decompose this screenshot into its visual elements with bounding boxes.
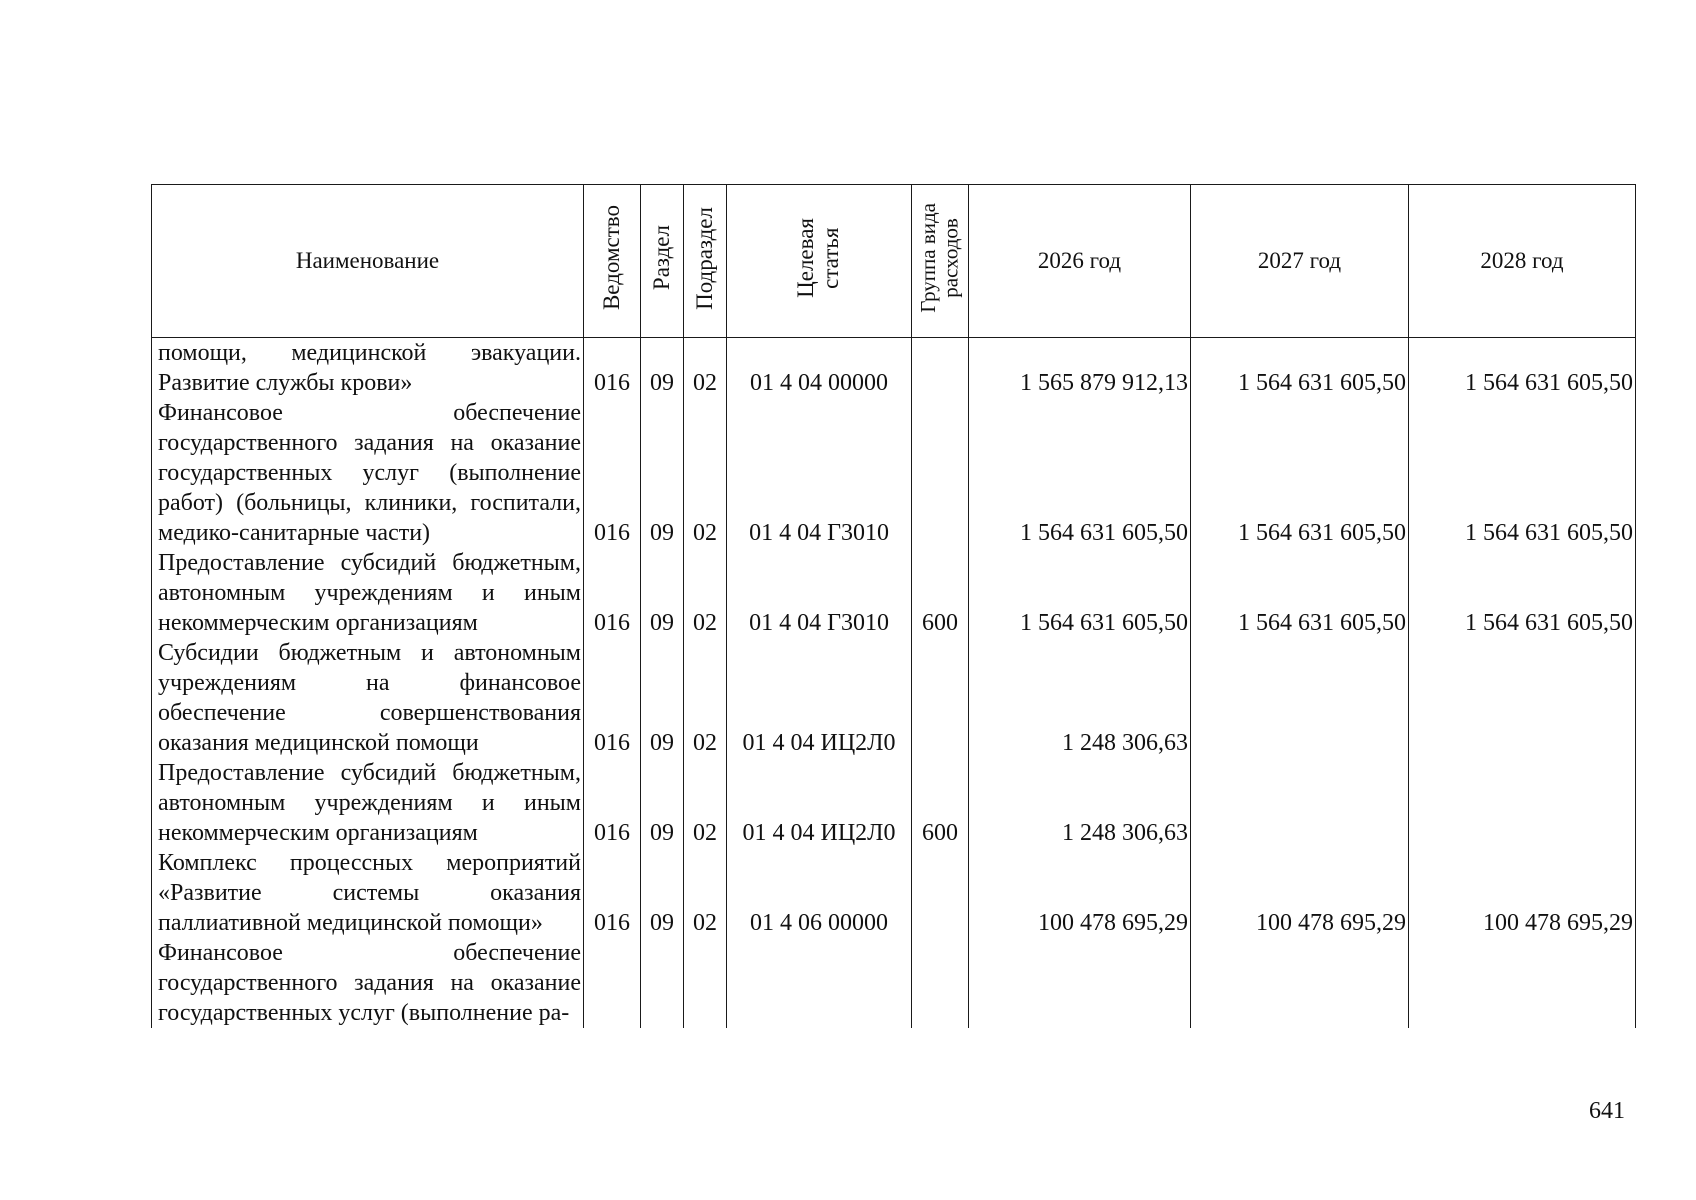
- row-2028: 1 564 631 605,50: [1409, 398, 1636, 548]
- row-name: Комплекс процессных мероприятий «Развитие системы оказания паллиативной медицинской помощи»: [152, 848, 584, 938]
- row-name: помощи, медицинской эвакуации. Развитие службы крови»: [152, 338, 584, 399]
- row-2027: [1191, 758, 1409, 848]
- col-header-section-label: Раздел: [648, 225, 674, 291]
- row-dept: 016: [584, 548, 641, 638]
- row-2027: 1 564 631 605,50: [1191, 398, 1409, 548]
- row-section: 09: [641, 638, 684, 758]
- col-header-exp-group: [912, 185, 969, 338]
- row-exp-group: 600: [912, 758, 969, 848]
- row-subsection: 02: [684, 638, 727, 758]
- row-exp-group: 600: [912, 548, 969, 638]
- row-dept: 016: [584, 398, 641, 548]
- row-2026: 1 248 306,63: [969, 638, 1191, 758]
- col-header-2028: 2028 год: [1409, 185, 1636, 338]
- col-header-2026: 2026 год: [969, 185, 1191, 338]
- row-target: 01 4 06 00000: [727, 848, 912, 938]
- row-target: 01 4 04 ИЦ2Л0: [727, 758, 912, 848]
- row-2027: [1191, 938, 1409, 1028]
- row-subsection: 02: [684, 548, 727, 638]
- row-2028: [1409, 938, 1636, 1028]
- table-row: [152, 398, 1636, 548]
- row-target: 01 4 04 Г3010: [727, 548, 912, 638]
- row-target: 01 4 04 00000: [727, 338, 912, 399]
- row-target: [727, 938, 912, 1028]
- table-body: [152, 338, 1636, 1029]
- row-subsection: 02: [684, 338, 727, 399]
- row-2026: 1 565 879 912,13: [969, 338, 1191, 399]
- row-subsection: 02: [684, 398, 727, 548]
- col-header-name: Наименование: [152, 185, 584, 338]
- table-row: [152, 548, 1636, 638]
- table-row: [152, 638, 1636, 758]
- row-section: [641, 938, 684, 1028]
- row-dept: 016: [584, 848, 641, 938]
- row-exp-group: [912, 638, 969, 758]
- row-section: 09: [641, 758, 684, 848]
- row-section: 09: [641, 848, 684, 938]
- row-2026: [969, 938, 1191, 1028]
- row-exp-group: [912, 938, 969, 1028]
- table-row: [152, 938, 1636, 1028]
- row-2026: 1 564 631 605,50: [969, 398, 1191, 548]
- table-row: [152, 848, 1636, 938]
- col-header-subsection-label: Подраздел: [691, 206, 717, 310]
- row-dept: [584, 938, 641, 1028]
- row-subsection: 02: [684, 758, 727, 848]
- col-header-2027: 2027 год: [1191, 185, 1409, 338]
- table-header: [152, 185, 1636, 338]
- row-name: Субсидии бюджетным и автономным учреждениям на финансовое обеспечение совершенствования оказания медицинской помощи: [152, 638, 584, 758]
- row-target: 01 4 04 ИЦ2Л0: [727, 638, 912, 758]
- row-2027: 1 564 631 605,50: [1191, 548, 1409, 638]
- row-subsection: [684, 938, 727, 1028]
- table-row: [152, 338, 1636, 399]
- col-header-subsection: [684, 185, 727, 338]
- row-2026: 100 478 695,29: [969, 848, 1191, 938]
- row-target: 01 4 04 Г3010: [727, 398, 912, 548]
- row-dept: 016: [584, 758, 641, 848]
- budget-table: [151, 184, 1636, 1028]
- row-name: Финансовое обеспечение государственного задания на оказание государственных услуг (выполнение ра-: [152, 938, 584, 1028]
- row-2028: 100 478 695,29: [1409, 848, 1636, 938]
- col-header-dept-label: Ведомство: [598, 205, 624, 311]
- row-name: Предоставление субсидий бюджетным, автономным учреждениям и иным некоммерческим организациям: [152, 758, 584, 848]
- row-section: 09: [641, 338, 684, 399]
- row-section: 09: [641, 398, 684, 548]
- col-header-exp-group-label: Группа вида расходов: [916, 203, 963, 313]
- row-exp-group: [912, 848, 969, 938]
- row-2028: 1 564 631 605,50: [1409, 338, 1636, 399]
- row-2027: [1191, 638, 1409, 758]
- row-section: 09: [641, 548, 684, 638]
- page-number: 641: [1589, 1098, 1625, 1124]
- col-header-target-label: Целевая статья: [793, 218, 843, 298]
- row-exp-group: [912, 398, 969, 548]
- col-header-dept: [584, 185, 641, 338]
- row-2026: 1 564 631 605,50: [969, 548, 1191, 638]
- row-2027: 100 478 695,29: [1191, 848, 1409, 938]
- col-header-target: [727, 185, 912, 338]
- row-name: Финансовое обеспечение государственного задания на оказание государственных услуг (выполнение работ) (больницы, клиники, госпитали, медико-санитарные части): [152, 398, 584, 548]
- row-dept: 016: [584, 338, 641, 399]
- row-2028: [1409, 638, 1636, 758]
- row-2028: 1 564 631 605,50: [1409, 548, 1636, 638]
- row-exp-group: [912, 338, 969, 399]
- row-2026: 1 248 306,63: [969, 758, 1191, 848]
- row-2028: [1409, 758, 1636, 848]
- row-2027: 1 564 631 605,50: [1191, 338, 1409, 399]
- table-row: [152, 758, 1636, 848]
- col-header-section: [641, 185, 684, 338]
- row-dept: 016: [584, 638, 641, 758]
- row-name: Предоставление субсидий бюджетным, автономным учреждениям и иным некоммерческим организациям: [152, 548, 584, 638]
- row-subsection: 02: [684, 848, 727, 938]
